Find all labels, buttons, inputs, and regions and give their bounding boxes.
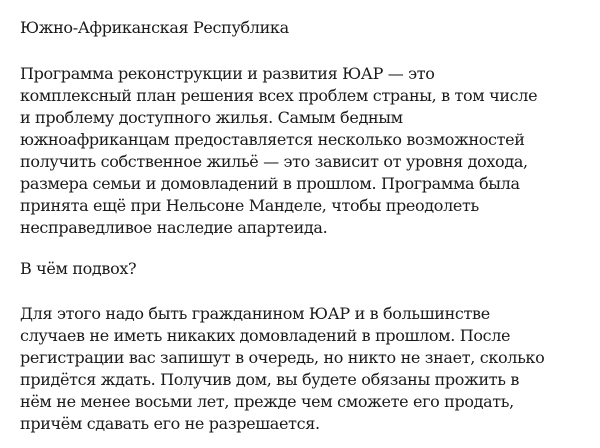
paragraph-line: южноафриканцам предоставляется несколько возможностей	[20, 130, 525, 149]
paragraph-line: размера семьи и домовладений в прошлом. Программа была	[20, 174, 520, 193]
paragraph-line: регистрации вас запишут в очередь, но никто не знает, сколько	[20, 348, 545, 367]
paragraph-line: Программа реконструкции и развития ЮАР — это	[20, 64, 435, 83]
paragraph-line: получить собственное жильё — это зависит от уровня дохода,	[20, 152, 528, 171]
paragraph-line: и проблему доступного жилья. Самым бедным	[20, 108, 403, 127]
paragraph-line: придётся ждать. Получив дом, вы будете обязаны прожить в	[20, 370, 520, 389]
paragraph-line: нём не менее восьми лет, прежде чем сможете его продать,	[20, 392, 514, 411]
paragraph-line: несправедливое наследие апартеида.	[20, 218, 328, 237]
paragraph-line: причём сдавать его не разрешается.	[20, 414, 320, 433]
paragraph-line: принята ещё при Нельсоне Манделе, чтобы преодолеть	[20, 196, 479, 215]
paragraph-line: комплексный план решения всех проблем страны, в том числе	[20, 86, 538, 105]
paragraph-line: Для этого надо быть гражданином ЮАР и в большинстве	[20, 304, 490, 323]
paragraph-line: случаев не иметь никаких домовладений в прошлом. После	[20, 326, 511, 345]
article-title: Южно-Африканская Республика	[20, 18, 289, 37]
section-subheading: В чём подвох?	[20, 259, 137, 278]
